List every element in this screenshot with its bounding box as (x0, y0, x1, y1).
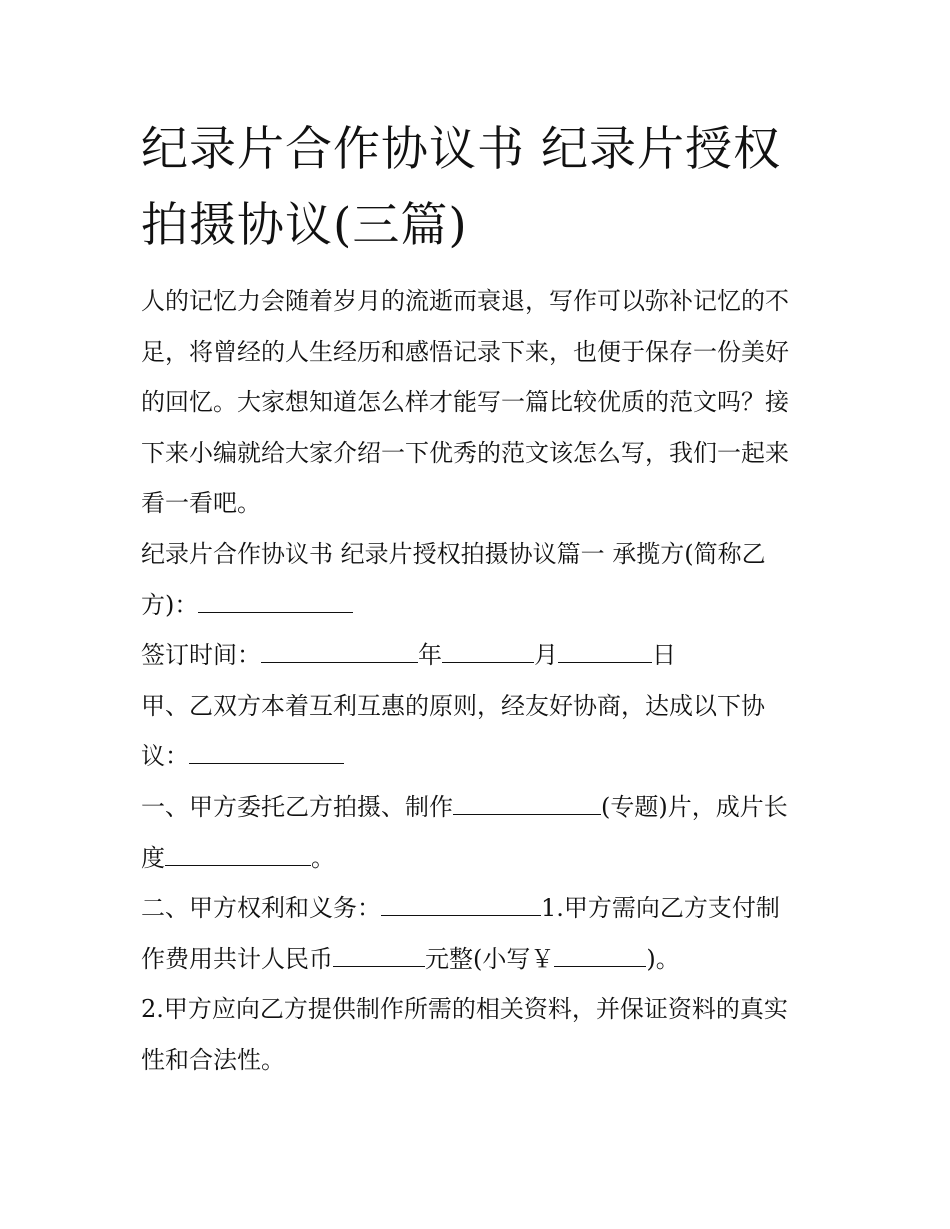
sign-day-blank (558, 640, 652, 663)
title-line-1: 纪录片合作协议书 纪录片授权 (141, 122, 781, 177)
clause-1-length-blank (165, 843, 311, 866)
agree-line-1: 甲、乙双方本着互利互惠的原则，经友好协商，达成以下协 (141, 691, 765, 720)
clause-1-length-label: 度 (141, 843, 165, 872)
intro-line-4: 下来小编就给大家介绍一下优秀的范文该怎么写，我们一起来 (141, 438, 789, 467)
clause-1-line-1 (141, 782, 821, 833)
document-body (141, 276, 821, 1086)
clause-1-title-blank (453, 792, 601, 815)
fee-amount-blank (333, 944, 425, 967)
section-heading: 纪录片合作协议书 纪录片授权拍摄协议篇一 承揽方(简称乙 (141, 539, 766, 568)
party-b-blank (198, 590, 353, 613)
clause-1-line-2 (141, 833, 821, 884)
clause-2-item-1-mid: 元整(小写￥ (425, 944, 555, 973)
party-b-label: 方)： (141, 590, 199, 619)
sign-day-label: 日 (652, 641, 676, 670)
document-title (141, 112, 821, 264)
clause-2-line-1 (141, 883, 821, 934)
clause-2-item-2-line-2: 性和合法性。 (141, 1045, 285, 1074)
party-b-line (141, 580, 821, 631)
clause-2-item-2-line-1: 2.甲方应向乙方提供制作所需的相关资料，并保证资料的真实 (141, 995, 788, 1024)
clause-2-prefix: 二、甲方权利和义务： (141, 894, 381, 923)
clause-1-end: 。 (311, 843, 335, 872)
sign-year-blank (261, 640, 418, 663)
clause-2-item-1-end: )。 (646, 944, 680, 973)
clause-2-line-2 (141, 934, 821, 985)
intro-line-2: 足，将曾经的人生经历和感悟记录下来，也便于保存一份美好 (141, 337, 789, 366)
clause-1-suffix: (专题)片，成片长 (601, 792, 788, 821)
fee-small-blank (554, 944, 646, 967)
clause-1-prefix: 一、甲方委托乙方拍摄、制作 (141, 792, 453, 821)
title-line-2: 拍摄协议(三篇) (141, 198, 468, 253)
agree-line-2 (141, 731, 821, 782)
agree-label: 议： (141, 742, 189, 771)
sign-label: 签订时间： (141, 641, 261, 670)
intro-line-5: 看一看吧。 (141, 489, 261, 518)
agree-blank (189, 741, 344, 764)
sign-month-label: 月 (534, 641, 558, 670)
clause-2-item-1-cont: 作费用共计人民币 (141, 944, 333, 973)
clause-2-item-1: 1.甲方需向乙方支付制 (541, 894, 780, 923)
intro-line-1: 人的记忆力会随着岁月的流逝而衰退，写作可以弥补记忆的不 (141, 287, 789, 315)
clause-2-blank (381, 893, 541, 916)
sign-year-label: 年 (418, 641, 442, 670)
sign-date-line (141, 630, 821, 681)
sign-month-blank (442, 640, 534, 663)
intro-line-3: 的回忆。大家想知道怎么样才能写一篇比较优质的范文吗？接 (141, 388, 789, 417)
